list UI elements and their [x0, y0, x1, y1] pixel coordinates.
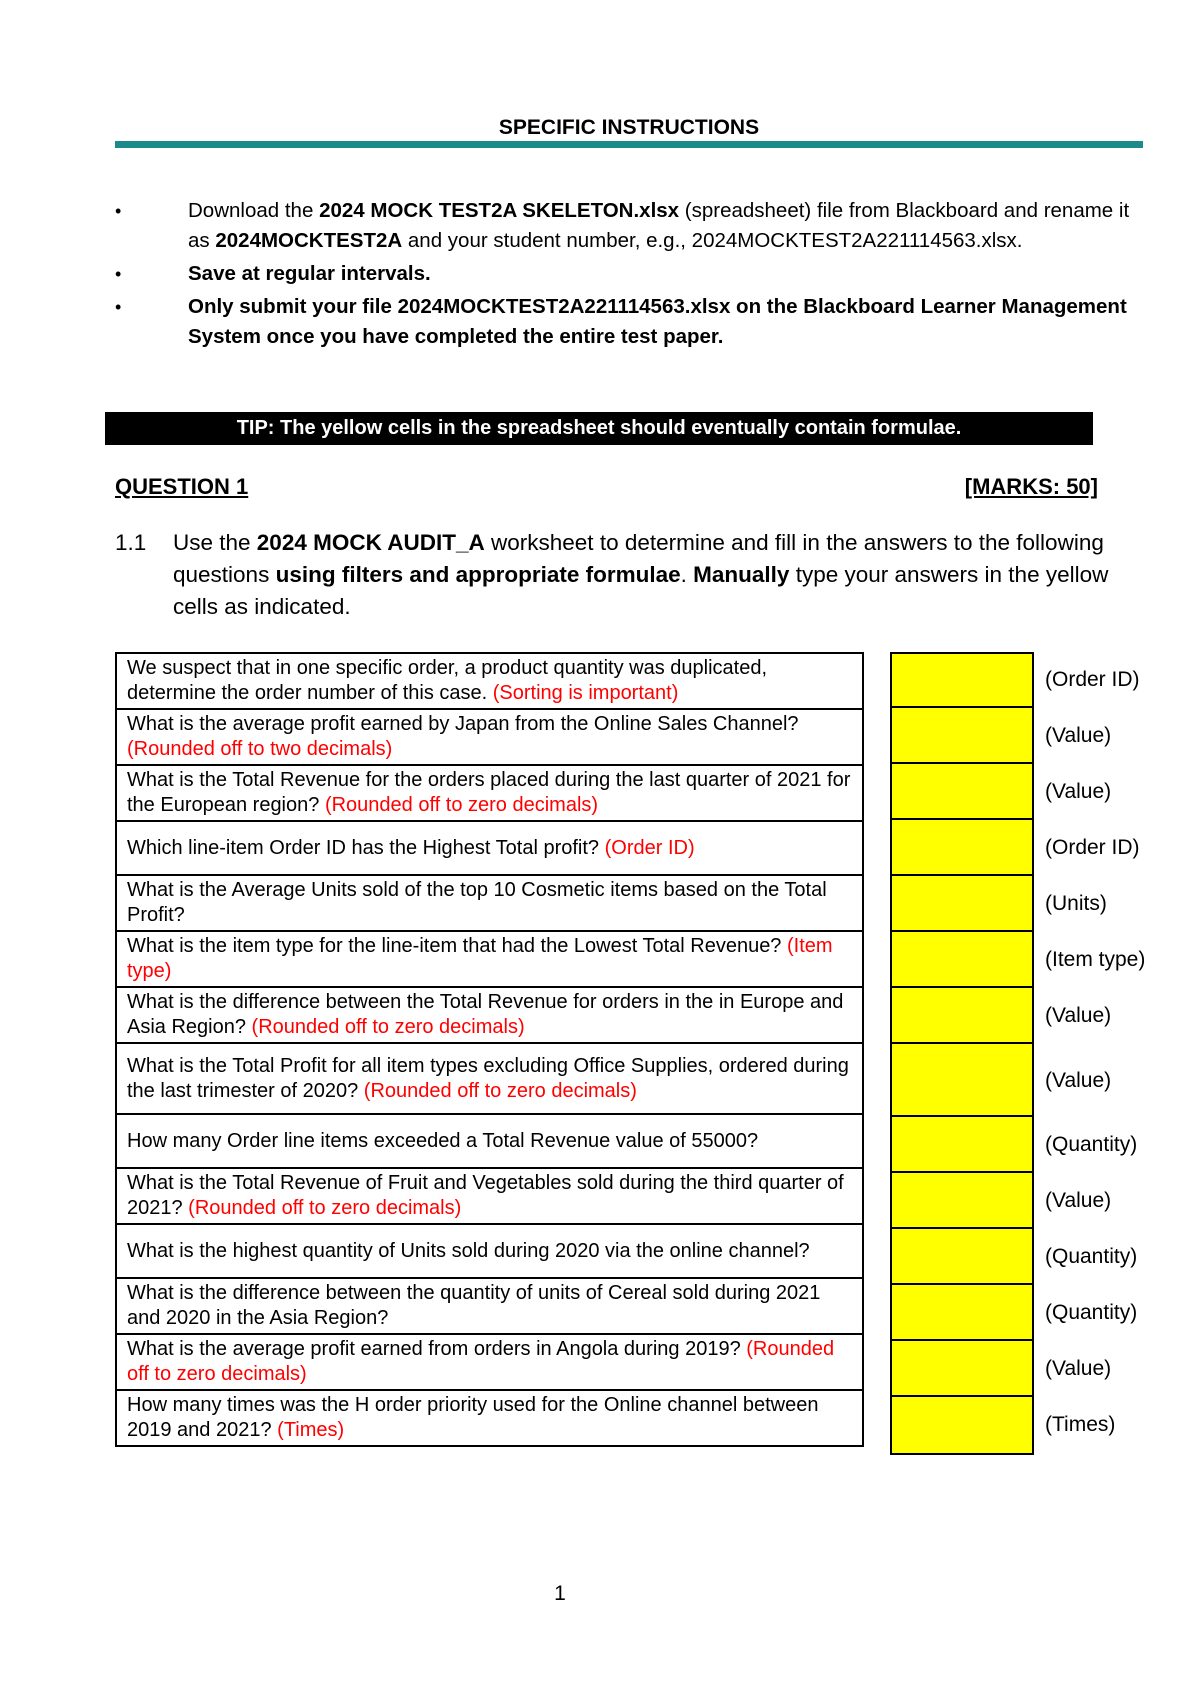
answer-input-cell[interactable]	[892, 708, 1032, 764]
answer-input-cell[interactable]	[892, 1117, 1032, 1173]
question-text: What is the Total Profit for all item types excluding Office Supplies, ordered during the last trimester of 2020?	[127, 1054, 849, 1102]
bold-text: Manually	[693, 562, 790, 587]
question-intro-text	[115, 527, 1115, 623]
answer-unit-label: (Value)	[1045, 1004, 1112, 1027]
question-cell	[116, 987, 863, 1043]
table-row	[116, 875, 863, 931]
table-row	[116, 931, 863, 987]
answer-units	[1045, 652, 1195, 1453]
bold-text: 2024 MOCK TEST2A SKELETON.xlsx	[319, 199, 680, 222]
answer-input-cell[interactable]	[892, 1397, 1032, 1453]
question-cell	[116, 653, 863, 709]
question-number: 1.1	[115, 530, 147, 555]
answer-cells	[890, 652, 1034, 1455]
question-text: What is the highest quantity of Units sold during 2020 via the online channel?	[127, 1239, 810, 1262]
table-row	[116, 1390, 863, 1446]
question-text: How many Order line items exceeded a Total Revenue value of 55000?	[127, 1129, 759, 1152]
table-row	[116, 709, 863, 765]
question-cell	[116, 1043, 863, 1114]
question-cell	[116, 709, 863, 765]
questions-table	[115, 652, 864, 1447]
page-title: SPECIFIC INSTRUCTIONS	[498, 116, 760, 139]
answer-unit-label: (Item type)	[1045, 948, 1146, 971]
question-note: (Rounded off to zero decimals)	[127, 1338, 835, 1385]
table-row	[116, 1278, 863, 1334]
answer-unit-label: (Value)	[1045, 780, 1112, 803]
question-text: Which line-item Order ID has the Highest Total profit?	[127, 836, 605, 859]
question-note: (Rounded off to zero decimals)	[188, 1197, 462, 1219]
answer-unit-label: (Quantity)	[1045, 1133, 1138, 1156]
text-run: (spreadsheet) file from Blackboard and rename it as	[188, 199, 1130, 252]
question-note: (Item type)	[127, 935, 833, 982]
question-text: What is the Average Units sold of the top 10 Cosmetic items based on the Total Profit?	[127, 879, 827, 926]
table-row	[116, 821, 863, 875]
instruction-item	[115, 259, 1135, 289]
table-row	[116, 1224, 863, 1278]
answer-input-cell[interactable]	[892, 1229, 1032, 1285]
answer-input-cell[interactable]	[892, 1285, 1032, 1341]
question-note: (Rounded off to two decimals)	[127, 738, 393, 760]
question-text: What is the difference between the Total Revenue for orders in the in Europe and Asia Region?	[127, 991, 844, 1038]
text-run: Use the	[173, 530, 257, 555]
instruction-list	[115, 196, 1135, 355]
bullet-icon: •	[115, 264, 122, 284]
bold-text: Only submit your file 2024MOCKTEST2A221114563.xlsx on the Blackboard Learner Management System once you have completed the entire test paper.	[188, 295, 1127, 348]
answer-unit-label: (Order ID)	[1045, 668, 1140, 691]
instruction-item	[115, 292, 1135, 352]
table-row	[116, 1043, 863, 1114]
bold-text: 2024 MOCK AUDIT_A	[256, 530, 485, 555]
text-run: worksheet to determine and fill in the answers to the following questions	[173, 530, 1104, 587]
question-note: (Rounded off to zero decimals)	[251, 1016, 525, 1038]
question-cell	[116, 1168, 863, 1224]
question-text: What is the average profit earned by Japan from the Online Sales Channel?	[127, 713, 799, 735]
answer-unit-label: (Units)	[1045, 892, 1107, 915]
answer-unit-label: (Times)	[1045, 1413, 1116, 1436]
table-row	[116, 1334, 863, 1390]
answer-unit-label: (Quantity)	[1045, 1245, 1138, 1268]
question-cell	[116, 1114, 863, 1168]
bold-text: 2024MOCKTEST2A	[215, 229, 403, 252]
question-text: What is the Total Revenue for the orders placed during the last quarter of 2021 for the European region?	[127, 769, 851, 816]
answer-unit-label: (Order ID)	[1045, 836, 1140, 859]
question-cell	[116, 875, 863, 931]
question-cell	[116, 1278, 863, 1334]
bullet-icon: •	[115, 201, 122, 221]
title-rule	[115, 141, 1143, 148]
answer-input-cell[interactable]	[892, 764, 1032, 820]
question-note: (Order ID)	[604, 836, 695, 859]
bold-text: Save at regular intervals.	[188, 262, 431, 285]
bullet-icon: •	[115, 297, 122, 317]
answer-input-cell[interactable]	[892, 1173, 1032, 1229]
answer-input-cell[interactable]	[892, 932, 1032, 988]
question-note: (Rounded off to zero decimals)	[363, 1079, 637, 1102]
answer-input-cell[interactable]	[892, 876, 1032, 932]
question-title: QUESTION 1	[115, 474, 249, 499]
answer-unit-label: (Value)	[1045, 1189, 1112, 1212]
question-text: How many times was the H order priority used for the Online channel between 2019 and 2021?	[127, 1394, 819, 1441]
question-text: What is the difference between the quantity of units of Cereal sold during 2021 and 2020 in the Asia Region?	[127, 1282, 821, 1329]
text-run: type your answers in the yellow cells as indicated.	[173, 562, 1109, 619]
question-text: What is the Total Revenue of Fruit and Vegetables sold during the third quarter of 2021?	[127, 1172, 844, 1219]
table-row	[116, 1114, 863, 1168]
bold-text: using filters and appropriate formulae	[275, 562, 681, 587]
question-cell	[116, 1390, 863, 1446]
question-marks: [MARKS: 50]	[964, 474, 1098, 499]
answer-unit-label: (Value)	[1045, 1068, 1112, 1092]
question-note: (Sorting is important)	[492, 682, 679, 704]
question-text: What is the item type for the line-item that had the Lowest Total Revenue?	[127, 935, 787, 957]
question-cell	[116, 931, 863, 987]
table-row	[116, 653, 863, 709]
question-text: What is the average profit earned from orders in Angola during 2019?	[127, 1338, 747, 1360]
answer-input-cell[interactable]	[892, 988, 1032, 1044]
answer-unit-label: (Value)	[1045, 1357, 1112, 1380]
table-row	[116, 1168, 863, 1224]
question-cell	[116, 765, 863, 821]
answer-input-cell[interactable]	[892, 820, 1032, 876]
text-run: Download the	[188, 199, 320, 222]
question-cell	[116, 1334, 863, 1390]
question-header	[115, 474, 1098, 500]
answer-unit-label: (Quantity)	[1045, 1301, 1138, 1324]
question-cell	[116, 1224, 863, 1278]
table-row	[116, 765, 863, 821]
answer-input-cell[interactable]	[892, 1341, 1032, 1397]
text-run: and your student number, e.g., 2024MOCKTEST2A221114563.xlsx.	[402, 229, 1023, 252]
question-intro	[115, 527, 1115, 623]
tip-banner: TIP: The yellow cells in the spreadsheet should eventually contain formulae.	[105, 412, 1093, 445]
question-note: (Rounded off to zero decimals)	[324, 794, 599, 816]
page-number: 1	[554, 1582, 566, 1605]
instruction-item	[115, 196, 1135, 256]
table-row	[116, 987, 863, 1043]
answer-input-cell[interactable]	[892, 654, 1032, 708]
question-note: (Times)	[277, 1419, 345, 1441]
answer-unit-label: (Value)	[1045, 724, 1112, 747]
question-text: We suspect that in one specific order, a product quantity was duplicated, determine the order number of this case.	[127, 657, 767, 704]
text-run: .	[680, 562, 694, 587]
question-cell	[116, 821, 863, 875]
answer-input-cell[interactable]	[892, 1044, 1032, 1117]
